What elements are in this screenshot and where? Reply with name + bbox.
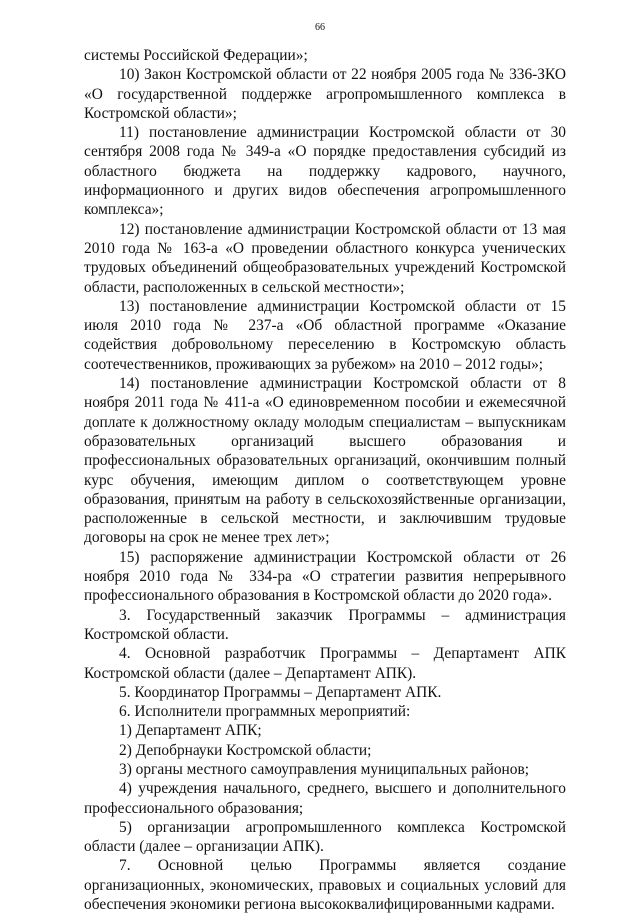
document-body: [84, 46, 566, 914]
paragraph-executor-5: 5) организации агропромышленного комплекса Костромской области (далее – организации АПК).: [84, 818, 566, 856]
paragraph-section-3: 3. Государственный заказчик Программы – администрация Костромской области.: [84, 606, 566, 643]
paragraph-continuation: системы Российской Федерации»;: [84, 47, 308, 64]
paragraph-executor-4: 4) учреждения начального, среднего, высшего и дополнительного профессионального образования;: [84, 780, 566, 817]
paragraph-section-7: 7. Основной целью Программы является создание организационных, экономических, правовых и социальных условий для обеспечения экономики региона высококвалифицированными кадрами.: [84, 857, 566, 914]
paragraph-item-12: 12) постановление администрации Костромской области от 13 мая 2010 года № 163-а «О проведении областного конкурса ученических трудовых объединений общеобразовательных учреждений Костромской области, расположенных в сельской местности»;: [84, 220, 566, 296]
paragraph-item-10: 10) Закон Костромской области от 22 ноября 2005 года № 336-ЗКО «О государственной поддержке агропромышленного комплекса в Костромской области»;: [84, 66, 566, 122]
paragraph-item-13: 13) постановление администрации Костромской области от 15 июля 2010 года № 237-а «Об областной программе «Оказание содействия добровольному переселению в Костромскую область соотечественников, проживающих за рубежом» на 2010 – 2012 годы»;: [84, 297, 566, 373]
paragraph-item-14: 14) постановление администрации Костромской области от 8 ноября 2011 года № 411-а «О единовременном пособии и ежемесячной доплате к должностному окладу молодым специалистам – выпускникам образовательных организаций высшего образования и профессиональных образовательных организаций, окончившим полный курс обучения, имеющим диплом о соответствующем уровне образования, принятым на работу в сельскохозяйственные организации, расположенные в сельской местности, и заключившим трудовые договоры на срок не менее трех лет»;: [84, 375, 566, 547]
paragraph-executor-3: 3) органы местного самоуправления муниципальных районов;: [119, 760, 530, 778]
page-number: 66: [315, 22, 325, 33]
paragraph-item-15: 15) распоряжение администрации Костромской области от 26 ноября 2010 года № 334-ра «О стратегии развития непрерывного профессионального образования в Костромской области до 2020 года».: [84, 548, 566, 605]
paragraph-executor-1: 1) Департамент АПК;: [119, 722, 262, 740]
paragraph-section-5: 5. Координатор Программы – Департамент АПК.: [119, 683, 442, 701]
paragraph-item-11: 11) постановление администрации Костромской области от 30 сентября 2008 года № 349-а «О порядке предоставления субсидий из областного бюджета на поддержку кадрового, научного, информационного и других видов обеспечения агропромышленного комплекса»;: [84, 124, 566, 219]
paragraph-section-6: 6. Исполнители программных мероприятий:: [119, 703, 411, 721]
paragraph-executor-2: 2) Депобрнауки Костромской области;: [119, 741, 372, 759]
paragraph-section-4: 4. Основной разработчик Программы – Департамент АПК Костромской области (далее – Департамент АПК).: [84, 645, 566, 682]
